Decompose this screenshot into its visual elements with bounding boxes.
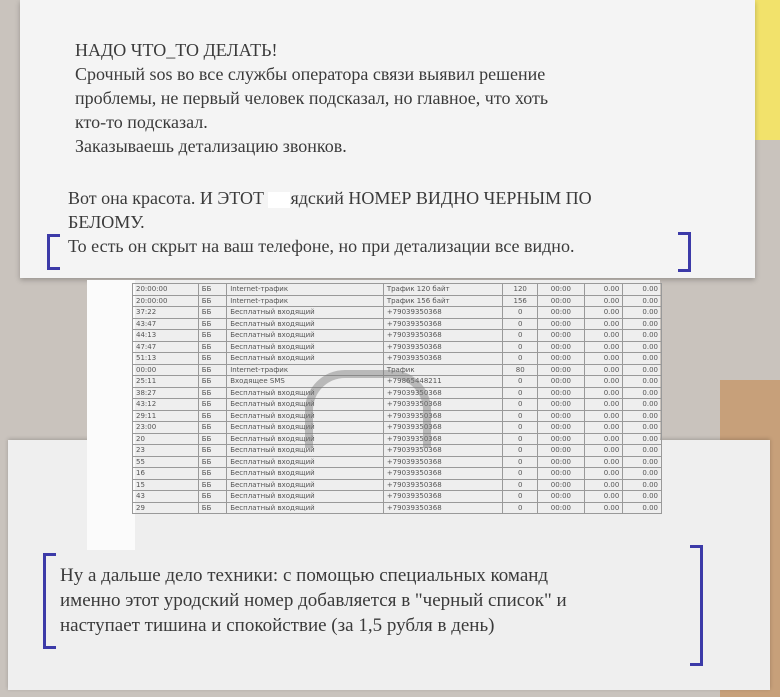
footer-line: именно этот уродский номер добавляется в "черный список" и — [60, 590, 567, 611]
table-cell: Internet-трафик — [227, 295, 384, 307]
pen-bracket-left — [43, 553, 56, 649]
table-cell: 0 — [503, 410, 538, 422]
pen-bracket-left — [47, 234, 60, 270]
middle-line: То есть он скрыт на ваш телефоне, но при детализации все видно. — [68, 236, 575, 256]
table-row — [133, 341, 662, 353]
middle-line-part: ядский НОМЕР ВИДНО ЧЕРНЫМ ПО — [290, 188, 592, 208]
table-cell: ББ — [198, 479, 226, 491]
table-cell: 0.00 — [584, 468, 623, 480]
table-cell: Трафик — [383, 364, 502, 376]
table-cell: 0.00 — [623, 387, 662, 399]
table-cell: Входящее SMS — [227, 376, 384, 388]
table-cell: 20:00:00 — [133, 295, 199, 307]
table-cell: ББ — [198, 468, 226, 480]
table-cell: 20:00:00 — [133, 284, 199, 296]
table-cell: 20 — [133, 433, 199, 445]
table-cell: +79039350368 — [383, 353, 502, 365]
footer-line: Ну а дальше дело техники: с помощью специальных команд — [60, 565, 549, 586]
table-cell: ББ — [198, 491, 226, 503]
table-cell: 25:11 — [133, 376, 199, 388]
table-cell: 0.00 — [623, 330, 662, 342]
table-cell: 0 — [503, 353, 538, 365]
table-cell: Бесплатный входящий — [227, 307, 384, 319]
table-cell: 0.00 — [623, 318, 662, 330]
table-row — [133, 468, 662, 480]
table-cell: +79039350368 — [383, 330, 502, 342]
intro-line: Заказываешь детализацию звонков. — [75, 136, 347, 156]
table-row — [133, 479, 662, 491]
table-cell: 55 — [133, 456, 199, 468]
intro-line: НАДО ЧТО_ТО ДЕЛАТЬ! — [75, 40, 278, 60]
table-cell: 00:00 — [538, 295, 585, 307]
table-cell: 0 — [503, 422, 538, 434]
table-cell: 80 — [503, 364, 538, 376]
table-cell: Бесплатный входящий — [227, 341, 384, 353]
table-cell: 23:00 — [133, 422, 199, 434]
table-cell: Бесплатный входящий — [227, 387, 384, 399]
table-cell: 00:00 — [538, 387, 585, 399]
table-cell: 00:00 — [538, 422, 585, 434]
table-cell: 0.00 — [623, 433, 662, 445]
footer-text — [60, 563, 567, 638]
table-row — [133, 491, 662, 503]
table-cell: 00:00 — [538, 445, 585, 457]
table-cell: 0 — [503, 376, 538, 388]
table-cell: ББ — [198, 284, 226, 296]
table-cell: ББ — [198, 307, 226, 319]
table-cell: 0.00 — [623, 491, 662, 503]
table-cell: 43:47 — [133, 318, 199, 330]
table-cell: +79039350368 — [383, 387, 502, 399]
table-cell: 0.00 — [584, 376, 623, 388]
table-cell: 00:00 — [133, 364, 199, 376]
table-cell: ББ — [198, 330, 226, 342]
pen-bracket-right — [690, 545, 703, 666]
table-cell: ББ — [198, 364, 226, 376]
table-cell: +79039350368 — [383, 318, 502, 330]
table-cell: +79039350368 — [383, 341, 502, 353]
table-cell: +79039350368 — [383, 445, 502, 457]
table-cell: 47:47 — [133, 341, 199, 353]
table-cell: 0.00 — [623, 502, 662, 514]
table-cell: 0.00 — [584, 410, 623, 422]
table-cell: 0.00 — [623, 364, 662, 376]
table-cell: 00:00 — [538, 468, 585, 480]
table-cell: ББ — [198, 422, 226, 434]
table-cell: Трафик 120 байт — [383, 284, 502, 296]
table-cell: 0.00 — [623, 376, 662, 388]
table-cell: 0.00 — [584, 422, 623, 434]
table-cell: 00:00 — [538, 330, 585, 342]
table-cell: 51:13 — [133, 353, 199, 365]
table-cell: 0.00 — [623, 479, 662, 491]
table-cell: 0.00 — [623, 341, 662, 353]
table-cell: +79039350368 — [383, 433, 502, 445]
table-cell: 0.00 — [623, 410, 662, 422]
table-cell: 00:00 — [538, 456, 585, 468]
table-cell: 0.00 — [584, 456, 623, 468]
table-cell: 0.00 — [623, 284, 662, 296]
table-cell: Бесплатный входящий — [227, 318, 384, 330]
table-cell: 0.00 — [623, 456, 662, 468]
table-cell: 00:00 — [538, 307, 585, 319]
table-cell: Бесплатный входящий — [227, 399, 384, 411]
table-cell: 0.00 — [584, 284, 623, 296]
table-cell: 0.00 — [584, 502, 623, 514]
table-cell: 0 — [503, 399, 538, 411]
table-cell: 00:00 — [538, 410, 585, 422]
table-cell: 0 — [503, 502, 538, 514]
table-cell: Internet-трафик — [227, 284, 384, 296]
table-cell: +79039350368 — [383, 399, 502, 411]
table-cell: 00:00 — [538, 433, 585, 445]
table-cell: Бесплатный входящий — [227, 491, 384, 503]
table-cell: ББ — [198, 445, 226, 457]
table-cell: 0.00 — [623, 353, 662, 365]
table-cell: 00:00 — [538, 491, 585, 503]
table-cell: 00:00 — [538, 376, 585, 388]
table-cell: 00:00 — [538, 341, 585, 353]
middle-line-part: Вот она красота. И ЭТОТ — [68, 188, 269, 208]
table-cell: 00:00 — [538, 318, 585, 330]
table-cell: 15 — [133, 479, 199, 491]
table-cell: 37:22 — [133, 307, 199, 319]
table-cell: +79039350368 — [383, 468, 502, 480]
table-cell: +79865448211 — [383, 376, 502, 388]
table-cell: ББ — [198, 376, 226, 388]
table-cell: 0.00 — [584, 353, 623, 365]
redaction-block — [268, 192, 290, 208]
intro-line: проблемы, не первый человек подсказал, но главное, что хоть — [75, 88, 549, 108]
table-cell: 00:00 — [538, 502, 585, 514]
table-cell: 156 — [503, 295, 538, 307]
table-row — [133, 307, 662, 319]
table-cell: 0.00 — [584, 330, 623, 342]
middle-line — [68, 186, 592, 210]
table-cell: 00:00 — [538, 479, 585, 491]
table-cell: Бесплатный входящий — [227, 353, 384, 365]
table-cell: Бесплатный входящий — [227, 410, 384, 422]
table-cell: 0.00 — [584, 491, 623, 503]
table-cell: 0.00 — [623, 307, 662, 319]
table-cell: 0 — [503, 341, 538, 353]
table-cell: 0.00 — [584, 479, 623, 491]
table-cell: 0.00 — [584, 318, 623, 330]
table-cell: 0.00 — [584, 387, 623, 399]
table-cell: 0 — [503, 456, 538, 468]
table-row — [133, 456, 662, 468]
table-cell: 23 — [133, 445, 199, 457]
table-cell: ББ — [198, 456, 226, 468]
middle-text — [68, 186, 592, 258]
table-cell: +79039350368 — [383, 410, 502, 422]
table-cell: 38:27 — [133, 387, 199, 399]
intro-text — [75, 38, 548, 158]
table-row — [133, 284, 662, 296]
table-cell: 0 — [503, 307, 538, 319]
intro-line: кто-то подсказал. — [75, 112, 208, 132]
table-cell: 0 — [503, 479, 538, 491]
table-cell: ББ — [198, 295, 226, 307]
table-cell: ББ — [198, 502, 226, 514]
table-row — [133, 318, 662, 330]
table-cell: +79039350368 — [383, 491, 502, 503]
intro-line: Срочный sos во все службы оператора связи выявил решение — [75, 64, 546, 84]
table-cell: 00:00 — [538, 284, 585, 296]
table-cell: Бесплатный входящий — [227, 330, 384, 342]
table-cell: 29:11 — [133, 410, 199, 422]
table-cell: Бесплатный входящий — [227, 422, 384, 434]
table-row — [133, 502, 662, 514]
table-cell: ББ — [198, 410, 226, 422]
table-cell: 0.00 — [623, 399, 662, 411]
table-cell: +79039350368 — [383, 479, 502, 491]
table-cell: ББ — [198, 341, 226, 353]
pen-bracket-right — [678, 232, 691, 272]
table-cell: 00:00 — [538, 353, 585, 365]
table-cell: 16 — [133, 468, 199, 480]
table-cell: Бесплатный входящий — [227, 468, 384, 480]
table-row — [133, 330, 662, 342]
middle-line: БЕЛОМУ. — [68, 212, 145, 232]
table-cell: +79039350368 — [383, 456, 502, 468]
table-cell: 0 — [503, 318, 538, 330]
table-cell: 0.00 — [584, 364, 623, 376]
table-cell: Бесплатный входящий — [227, 433, 384, 445]
table-cell: +79039350368 — [383, 307, 502, 319]
table-cell: ББ — [198, 318, 226, 330]
table-cell: Internet-трафик — [227, 364, 384, 376]
table-cell: +79039350368 — [383, 422, 502, 434]
table-cell: 0.00 — [584, 307, 623, 319]
table-row — [133, 353, 662, 365]
table-cell: 0 — [503, 330, 538, 342]
table-cell: ББ — [198, 387, 226, 399]
table-cell: ББ — [198, 433, 226, 445]
table-cell: 0 — [503, 445, 538, 457]
table-cell: 00:00 — [538, 399, 585, 411]
table-cell: 44:13 — [133, 330, 199, 342]
table-cell: 29 — [133, 502, 199, 514]
table-cell: ББ — [198, 399, 226, 411]
table-cell: Трафик 156 байт — [383, 295, 502, 307]
stamp-mark — [305, 370, 431, 448]
table-cell: 0.00 — [623, 422, 662, 434]
table-cell: 0 — [503, 433, 538, 445]
table-cell: 43:12 — [133, 399, 199, 411]
table-cell: Бесплатный входящий — [227, 502, 384, 514]
table-cell: Бесплатный входящий — [227, 479, 384, 491]
table-cell: Бесплатный входящий — [227, 445, 384, 457]
table-cell: 0 — [503, 468, 538, 480]
table-cell: ББ — [198, 353, 226, 365]
table-cell: 0.00 — [584, 445, 623, 457]
table-cell: 0.00 — [623, 295, 662, 307]
table-row — [133, 295, 662, 307]
table-cell: 43 — [133, 491, 199, 503]
table-cell: 0.00 — [584, 341, 623, 353]
table-cell: 0.00 — [623, 468, 662, 480]
table-cell: 0.00 — [584, 295, 623, 307]
table-cell: 120 — [503, 284, 538, 296]
table-cell: 00:00 — [538, 364, 585, 376]
footer-line: наступает тишина и спокойствие (за 1,5 рубля в день) — [60, 615, 495, 636]
table-cell: 0.00 — [584, 399, 623, 411]
table-cell: 0.00 — [584, 433, 623, 445]
table-cell: +79039350368 — [383, 502, 502, 514]
table-cell: 0 — [503, 491, 538, 503]
table-cell: Бесплатный входящий — [227, 456, 384, 468]
table-cell: 0.00 — [623, 445, 662, 457]
redaction-block — [87, 280, 135, 550]
table-cell: 0 — [503, 387, 538, 399]
